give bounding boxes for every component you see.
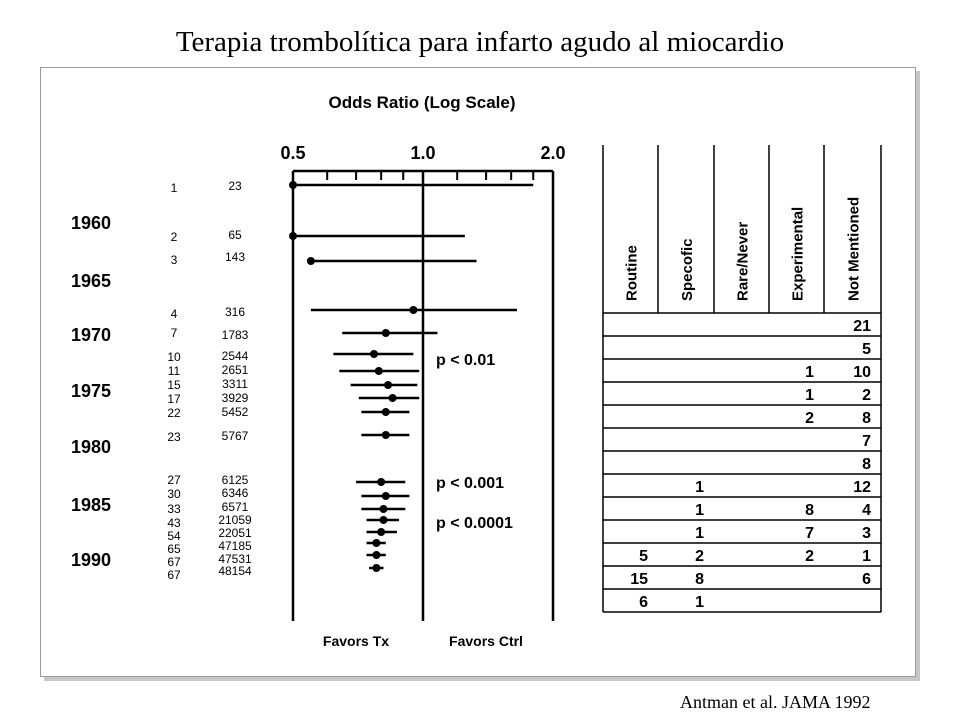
table-column-header: Experimental — [789, 206, 807, 301]
table-column-header: Rare/Never — [734, 221, 752, 301]
patient-count-label: 2544 — [221, 349, 249, 363]
patient-count-label: 65 — [228, 228, 242, 242]
table-cell-value: 1 — [862, 548, 871, 565]
odds-ratio-point — [382, 329, 390, 337]
trial-count-label: 30 — [167, 487, 181, 501]
trial-count-label: 1 — [170, 181, 178, 195]
table-cell-value: 15 — [630, 571, 648, 588]
trial-count-label: 3 — [170, 253, 178, 267]
year-label: 1960 — [71, 213, 112, 233]
odds-ratio-point — [372, 539, 380, 547]
patient-count-label: 22051 — [218, 526, 252, 540]
table-cell-value: 3 — [862, 525, 871, 542]
table-cell-value: 12 — [853, 479, 871, 496]
table-cell-value: 2 — [862, 387, 871, 404]
p-value-annotations — [436, 352, 513, 532]
odds-ratio-point — [379, 505, 387, 513]
trial-count-label: 27 — [167, 473, 181, 487]
trial-count-label: 7 — [170, 326, 178, 340]
patient-count-label: 21059 — [218, 513, 252, 527]
slide-title: Terapia trombolítica para infarto agudo al miocardio — [175, 26, 785, 58]
patient-count-label: 5767 — [221, 429, 249, 443]
table-cell-value: 5 — [862, 341, 871, 358]
table-cell-value: 5 — [639, 548, 648, 565]
trial-count-label: 17 — [167, 392, 181, 406]
trial-count-label: 65 — [167, 542, 181, 556]
table-cell-value: 1 — [695, 479, 704, 496]
p-value-annotation: p < 0.01 — [436, 352, 496, 369]
trial-count-label: 10 — [167, 350, 181, 364]
trial-count-label: 67 — [167, 555, 181, 569]
odds-ratio-point — [377, 478, 385, 486]
table-cell-value: 8 — [695, 571, 704, 588]
table-column-header: Routine — [623, 245, 641, 301]
year-label: 1975 — [71, 381, 112, 401]
patient-count-label: 3929 — [221, 391, 249, 405]
table-cell-value: 7 — [805, 525, 814, 542]
odds-ratio-point — [384, 381, 392, 389]
patient-count-label: 3311 — [222, 377, 248, 391]
table-cell-value: 6 — [862, 571, 871, 588]
x-tick-label: 0.5 — [280, 143, 306, 163]
table-cell-value: 1 — [805, 387, 814, 404]
patient-count-label: 47531 — [218, 552, 252, 566]
patient-count-label: 48154 — [218, 564, 252, 578]
odds-ratio-point — [382, 408, 390, 416]
trial-count-label: 67 — [167, 568, 181, 582]
table-cell-value: 8 — [862, 456, 871, 473]
favors-tx-label: Favors Tx — [322, 633, 390, 649]
patient-count-label: 143 — [224, 250, 246, 264]
table-cell-value: 1 — [695, 525, 704, 542]
odds-ratio-point — [382, 431, 390, 439]
odds-ratio-point — [289, 232, 297, 240]
odds-ratio-point — [379, 516, 387, 524]
odds-ratio-point — [389, 394, 397, 402]
table-cell-value: 10 — [853, 364, 871, 381]
trial-count-label: 54 — [167, 529, 181, 543]
year-labels — [71, 213, 111, 570]
year-label: 1965 — [71, 271, 112, 291]
table-column-header: Specofic — [679, 238, 696, 301]
table-cell-value: 8 — [805, 502, 814, 519]
year-label: 1980 — [71, 437, 112, 457]
trial-count-label: 11 — [167, 364, 181, 378]
table-cell-value: 4 — [862, 502, 871, 519]
patient-count-label: 6346 — [221, 486, 249, 500]
trial-count-label: 43 — [167, 516, 181, 530]
year-label: 1985 — [71, 495, 112, 515]
table-cell-value: 8 — [862, 410, 871, 427]
odds-ratio-point — [409, 306, 417, 314]
figure-panel — [40, 67, 916, 677]
recommendation-table — [603, 145, 881, 612]
citation: Antman et al. JAMA 1992 — [680, 692, 871, 712]
table-cell-value: 7 — [862, 433, 871, 450]
table-column-header: Not Mentioned — [845, 196, 863, 301]
x-axis — [280, 143, 565, 649]
favors-ctrl-label: Favors Ctrl — [449, 633, 523, 649]
odds-ratio-point — [372, 551, 380, 559]
table-cell-value: 6 — [639, 594, 648, 611]
trial-count-label: 15 — [167, 378, 181, 392]
odds-ratio-point — [307, 257, 315, 265]
p-value-annotation: p < 0.0001 — [436, 515, 513, 532]
odds-ratio-marks — [289, 181, 533, 572]
patient-count-label: 5452 — [221, 405, 249, 419]
trial-count-label: 22 — [167, 406, 181, 420]
patient-count-label: 6571 — [221, 500, 249, 514]
odds-ratio-point — [375, 367, 383, 375]
odds-ratio-point — [372, 564, 380, 572]
patient-count-label: 23 — [228, 179, 242, 193]
trial-count-label: 33 — [167, 502, 181, 516]
patient-count-label: 47185 — [218, 539, 252, 553]
trial-count-label: 4 — [170, 307, 178, 321]
table-cell-value: 2 — [805, 410, 814, 427]
odds-ratio-point — [370, 350, 378, 358]
year-label: 1970 — [71, 325, 112, 345]
table-cell-value: 1 — [805, 364, 814, 381]
trial-count-label: 2 — [170, 230, 178, 244]
table-cell-value: 2 — [805, 548, 814, 565]
table-cell-value: 1 — [695, 594, 704, 611]
trial-count-label: 23 — [167, 430, 181, 444]
table-cell-value: 1 — [695, 502, 704, 519]
trial-labels — [167, 179, 252, 582]
odds-ratio-point — [382, 492, 390, 500]
p-value-annotation: p < 0.001 — [436, 475, 505, 492]
patient-count-label: 316 — [224, 305, 246, 319]
x-tick-label: 1.0 — [410, 143, 436, 163]
chart-title: Odds Ratio (Log Scale) — [328, 93, 516, 112]
table-cell-value: 21 — [853, 318, 871, 335]
patient-count-label: 6125 — [221, 473, 249, 487]
patient-count-label: 2651 — [221, 363, 249, 377]
forest-plot-svg — [41, 68, 915, 676]
odds-ratio-point — [289, 181, 297, 189]
x-tick-label: 2.0 — [540, 143, 566, 163]
patient-count-label: 1783 — [221, 328, 249, 342]
year-label: 1990 — [71, 550, 112, 570]
odds-ratio-point — [377, 528, 385, 536]
table-cell-value: 2 — [695, 548, 704, 565]
